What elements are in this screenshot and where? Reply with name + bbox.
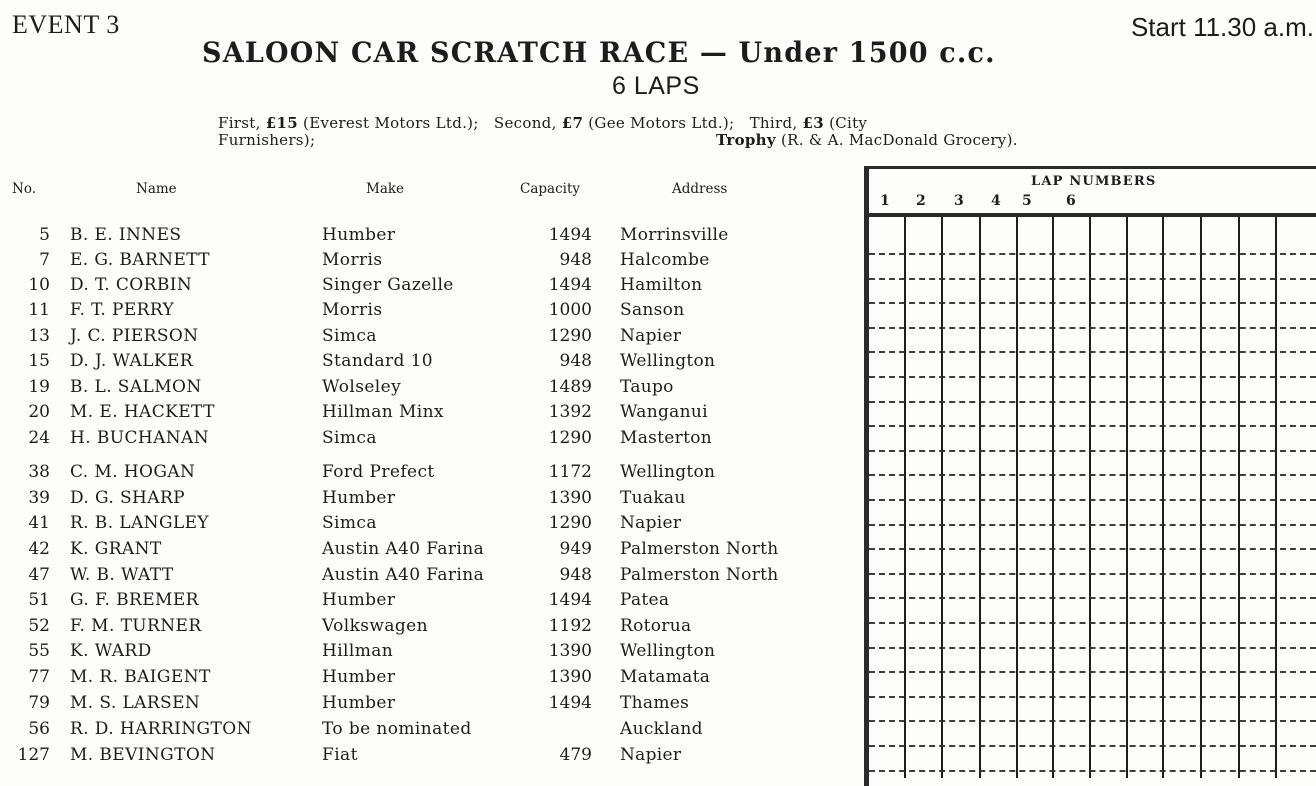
- entry-no: 51: [28, 590, 50, 610]
- entry-address: Taupo: [620, 377, 674, 397]
- lap-number-label: 5: [1022, 193, 1032, 209]
- entry-address: Wanganui: [620, 402, 708, 422]
- grid-row-line: [869, 327, 1316, 329]
- entry-row: [0, 616, 860, 638]
- entry-name: D. G. SHARP: [70, 488, 185, 508]
- entry-make: Simca: [322, 428, 377, 448]
- entry-no: 13: [28, 326, 50, 346]
- entry-address: Sanson: [620, 300, 685, 320]
- entry-capacity: 1192: [548, 616, 592, 636]
- third-prize-label: Third,: [749, 114, 798, 132]
- entry-capacity: 948: [559, 250, 592, 270]
- entry-no: 42: [28, 539, 50, 559]
- entry-address: Hamilton: [620, 275, 703, 295]
- entry-capacity: 1494: [548, 275, 592, 295]
- entry-name: R. D. HARRINGTON: [70, 719, 252, 739]
- grid-row-line: [869, 401, 1316, 403]
- entry-row: [0, 488, 860, 510]
- grid-row-line: [869, 302, 1316, 304]
- entry-row: [0, 745, 860, 767]
- grid-row-line: [869, 770, 1316, 772]
- entry-capacity: 1290: [548, 326, 592, 346]
- entry-capacity: 1390: [548, 488, 592, 508]
- column-header-capacity: Capacity: [520, 181, 580, 197]
- entry-capacity: 1392: [548, 402, 592, 422]
- first-prize: [218, 114, 484, 132]
- column-header-no: No.: [12, 181, 36, 197]
- entry-address: Wellington: [620, 351, 716, 371]
- entry-capacity: 1489: [548, 377, 592, 397]
- entry-address: Napier: [620, 326, 682, 346]
- first-prize-amount: £15: [265, 114, 298, 132]
- entry-make: Fiat: [322, 745, 358, 765]
- entry-name: F. T. PERRY: [70, 300, 175, 320]
- grid-row-line: [869, 450, 1316, 452]
- entry-make: Morris: [322, 250, 383, 270]
- grid-row-line: [869, 524, 1316, 526]
- entry-name: M. BEVINGTON: [70, 745, 216, 765]
- entry-name: D. J. WALKER: [70, 351, 194, 371]
- entry-address: Rotorua: [620, 616, 692, 636]
- entry-make: Humber: [322, 667, 396, 687]
- entry-make: Humber: [322, 590, 396, 610]
- second-prize: [494, 114, 740, 132]
- entry-no: 11: [28, 300, 50, 320]
- lap-number-label: 1: [880, 193, 890, 209]
- lap-grid: [869, 217, 1316, 778]
- entry-address: Napier: [620, 745, 682, 765]
- grid-row-line: [869, 597, 1316, 599]
- entry-row: [0, 693, 860, 715]
- entry-address: Masterton: [620, 428, 712, 448]
- entry-capacity: 1494: [548, 693, 592, 713]
- entry-name: B. L. SALMON: [70, 377, 202, 397]
- entry-row: [0, 565, 860, 587]
- entry-row: [0, 351, 860, 373]
- entry-row: [0, 719, 860, 741]
- entry-no: 19: [28, 377, 50, 397]
- entry-capacity: 1494: [548, 590, 592, 610]
- entry-address: Matamata: [620, 667, 711, 687]
- entry-row: [0, 539, 860, 561]
- lap-number-label: 4: [991, 193, 1001, 209]
- lap-number-label: 3: [954, 193, 964, 209]
- grid-row-line: [869, 253, 1316, 255]
- grid-row-line: [869, 474, 1316, 476]
- second-prize-amount: £7: [561, 114, 584, 132]
- entry-row: [0, 326, 860, 348]
- grid-row-line: [869, 573, 1316, 575]
- grid-row-line: [869, 622, 1316, 624]
- entry-row: [0, 590, 860, 612]
- grid-row-line: [869, 376, 1316, 378]
- lap-numbers-title: LAP NUMBERS: [1031, 174, 1157, 189]
- entry-name: F. M. TURNER: [70, 616, 202, 636]
- third-prize: [750, 114, 868, 132]
- grid-row-line: [869, 745, 1316, 747]
- entry-make: Simca: [322, 326, 377, 346]
- grid-row-line: [869, 720, 1316, 722]
- laps-count: 6 LAPS: [612, 72, 700, 100]
- entry-name: M. R. BAIGENT: [70, 667, 211, 687]
- entry-make: Standard 10: [322, 351, 434, 371]
- third-prize-sponsor: (City: [829, 114, 868, 132]
- entry-no: 20: [28, 402, 50, 422]
- entry-row: [0, 513, 860, 535]
- entry-no: 47: [28, 565, 50, 585]
- entry-capacity: 1290: [548, 513, 592, 533]
- entry-capacity: 1000: [548, 300, 592, 320]
- entry-row: [0, 641, 860, 663]
- grid-column-line: [1016, 217, 1018, 778]
- entry-name: B. E. INNES: [70, 225, 182, 245]
- entry-make: Singer Gazelle: [322, 275, 454, 295]
- entry-name: W. B. WATT: [70, 565, 174, 585]
- trophy-sponsor: (R. & A. MacDonald Grocery).: [780, 131, 1018, 149]
- entry-make: Volkswagen: [322, 616, 428, 636]
- entry-address: Napier: [620, 513, 682, 533]
- entry-no: 77: [28, 667, 50, 687]
- entry-make: Morris: [322, 300, 383, 320]
- grid-column-line: [904, 217, 906, 778]
- grid-column-line: [979, 217, 981, 778]
- entry-address: Patea: [620, 590, 670, 610]
- entry-row: [0, 402, 860, 424]
- entry-row: [0, 428, 860, 450]
- entry-address: Wellington: [620, 462, 716, 482]
- grid-column-line: [1089, 217, 1091, 778]
- trophy-label: Trophy: [716, 131, 776, 149]
- column-header-make: Make: [366, 181, 405, 197]
- entry-name: G. F. BREMER: [70, 590, 199, 610]
- entry-address: Wellington: [620, 641, 716, 661]
- entry-address: Tuakau: [620, 488, 686, 508]
- second-prize-sponsor: (Gee Motors Ltd.);: [588, 114, 735, 132]
- entry-address: Halcombe: [620, 250, 710, 270]
- entry-address: Thames: [620, 693, 690, 713]
- grid-column-line: [941, 217, 943, 778]
- entry-address: Palmerston North: [620, 565, 779, 585]
- entry-capacity: 948: [559, 351, 592, 371]
- entry-no: 55: [28, 641, 50, 661]
- entry-no: 24: [28, 428, 50, 448]
- entry-make: Austin A40 Farina: [322, 565, 485, 585]
- entry-name: H. BUCHANAN: [70, 428, 209, 448]
- third-prize-amount: £3: [802, 114, 824, 132]
- entry-no: 38: [28, 462, 50, 482]
- event-label: EVENT 3: [12, 10, 120, 39]
- column-header-name: Name: [136, 181, 177, 197]
- entry-capacity: 949: [559, 539, 592, 559]
- trophy-prize: [716, 132, 1018, 149]
- entry-capacity: 1290: [548, 428, 592, 448]
- entry-no: 41: [28, 513, 50, 533]
- entry-make: Wolseley: [322, 377, 402, 397]
- entry-make: Humber: [322, 693, 396, 713]
- grid-column-line: [1126, 217, 1128, 778]
- entry-capacity: 1390: [548, 641, 592, 661]
- lap-number-label: 6: [1066, 193, 1076, 209]
- entry-make: To be nominated: [322, 719, 472, 739]
- entry-no: 5: [39, 225, 50, 245]
- entry-capacity: 479: [559, 745, 592, 765]
- start-time: Start 11.30 a.m.: [1130, 12, 1314, 42]
- entry-make: Ford Prefect: [322, 462, 435, 482]
- entry-no: 56: [28, 719, 50, 739]
- grid-row-line: [869, 548, 1316, 550]
- column-header-address: Address: [672, 181, 728, 197]
- entry-row: [0, 300, 860, 322]
- first-prize-sponsor: (Everest Motors Ltd.);: [303, 114, 479, 132]
- entry-address: Palmerston North: [620, 539, 779, 559]
- entry-name: D. T. CORBIN: [70, 275, 193, 295]
- entry-name: K. WARD: [70, 641, 152, 661]
- entry-capacity: 1390: [548, 667, 592, 687]
- entry-row: [0, 377, 860, 399]
- entry-row: [0, 667, 860, 689]
- entry-make: Austin A40 Farina: [322, 539, 485, 559]
- entry-make: Hillman Minx: [322, 402, 444, 422]
- third-prize-sponsor-cont: Furnishers);: [218, 131, 316, 149]
- entry-make: Hillman: [322, 641, 394, 661]
- entry-no: 79: [28, 693, 50, 713]
- entry-row: [0, 275, 860, 297]
- lap-number-label: 2: [916, 193, 926, 209]
- prize-list: [218, 114, 1018, 149]
- grid-row-line: [869, 425, 1316, 427]
- entry-no: 7: [39, 250, 50, 270]
- entry-name: M. S. LARSEN: [70, 693, 201, 713]
- grid-row-line: [869, 671, 1316, 673]
- entry-address: Auckland: [620, 719, 703, 739]
- grid-column-line: [1052, 217, 1054, 778]
- grid-column-line: [1275, 217, 1277, 778]
- entry-row: [0, 462, 860, 484]
- grid-row-line: [869, 696, 1316, 698]
- grid-row-line: [869, 499, 1316, 501]
- entry-address: Morrinsville: [620, 225, 729, 245]
- entry-capacity: 1494: [548, 225, 592, 245]
- entry-no: 15: [28, 351, 50, 371]
- entry-make: Humber: [322, 225, 396, 245]
- grid-column-line: [1200, 217, 1202, 778]
- entry-name: E. G. BARNETT: [70, 250, 211, 270]
- grid-row-line: [869, 278, 1316, 280]
- entry-capacity: 948: [559, 565, 592, 585]
- entry-name: C. M. HOGAN: [70, 462, 196, 482]
- grid-row-line: [869, 647, 1316, 649]
- entry-no: 39: [28, 488, 50, 508]
- entry-name: J. C. PIERSON: [70, 326, 199, 346]
- entry-make: Simca: [322, 513, 377, 533]
- second-prize-label: Second,: [493, 114, 557, 132]
- entry-no: 52: [28, 616, 50, 636]
- race-title: SALOON CAR SCRATCH RACE — Under 1500 c.c.: [202, 37, 996, 70]
- entry-capacity: 1172: [548, 462, 592, 482]
- entry-name: R. B. LANGLEY: [70, 513, 210, 533]
- entry-make: Humber: [322, 488, 396, 508]
- grid-column-line: [1162, 217, 1164, 778]
- entry-row: [0, 225, 860, 247]
- entry-name: M. E. HACKETT: [70, 402, 215, 422]
- entry-name: K. GRANT: [70, 539, 162, 559]
- first-prize-label: First,: [218, 114, 261, 132]
- grid-row-line: [869, 351, 1316, 353]
- entry-row: [0, 250, 860, 272]
- entry-no: 127: [17, 745, 50, 765]
- entry-no: 10: [28, 275, 50, 295]
- grid-column-line: [1238, 217, 1240, 778]
